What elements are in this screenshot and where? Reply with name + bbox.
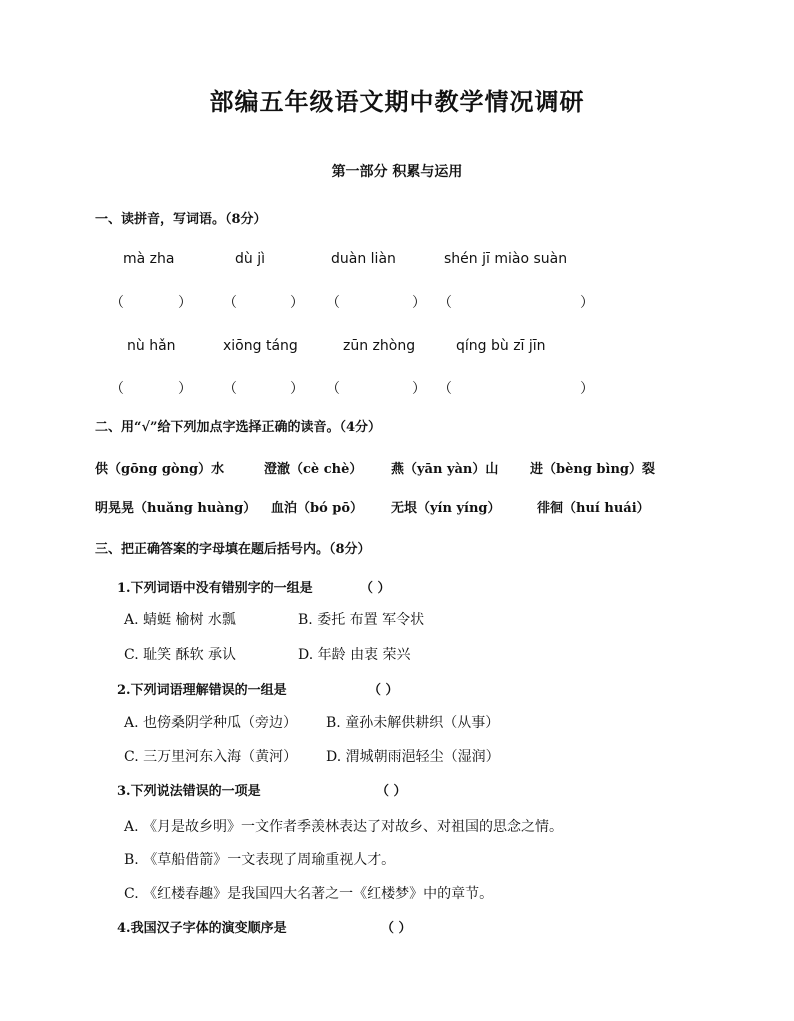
answer-paren-open: （ xyxy=(223,295,237,311)
pronunciation-item: 燕（yān yàn）山 xyxy=(391,462,499,477)
section2-heading: 二、用“√”给下列加点字选择正确的读音。（4分） xyxy=(95,420,382,435)
option-b: B. 童孙未解供耕织（从事） xyxy=(326,715,500,731)
pinyin-item: mà zha xyxy=(123,251,175,267)
option-a: A. 也傍桑阴学种瓜（旁边） xyxy=(124,715,298,731)
option-a: A. 蜻蜓 榆树 水瓢 xyxy=(124,612,236,628)
pinyin-item: duàn liàn xyxy=(331,251,396,267)
pronunciation-item: 供（gōng gòng）水 xyxy=(95,462,225,477)
answer-paren-open: （ xyxy=(326,295,340,311)
part-heading: 第一部分 积累与运用 xyxy=(331,164,463,180)
answer-paren-close: ） xyxy=(178,295,192,311)
option-b: B. 《草船借箭》一文表现了周瑜重视人才。 xyxy=(124,852,396,868)
pinyin-item: qíng bù zī jīn xyxy=(456,338,546,354)
pinyin-item: xiōng táng xyxy=(223,338,298,354)
pronunciation-item: 进（bèng bìng）裂 xyxy=(530,462,655,477)
option-c: C. 耻笑 酥软 承认 xyxy=(124,647,237,663)
pronunciation-item: 无垠（yín yíng） xyxy=(391,501,501,516)
answer-paren: （ ） xyxy=(381,921,412,936)
option-c: C. 《红楼春趣》是我国四大名著之一《红楼梦》中的章节。 xyxy=(124,886,494,902)
pronunciation-item: 血泊（bó pō） xyxy=(271,501,364,516)
answer-paren-open: （ xyxy=(438,295,452,311)
question-3: 3.下列说法错误的一项是 xyxy=(117,784,261,799)
answer-paren-close: ） xyxy=(412,295,426,311)
answer-paren: （ ） xyxy=(368,683,399,698)
pinyin-item: shén jī miào suàn xyxy=(444,251,568,267)
question-4: 4.我国汉子字体的演变顺序是 xyxy=(117,921,287,936)
answer-paren-open: （ xyxy=(223,381,237,397)
answer-paren-open: （ xyxy=(110,381,124,397)
option-d: D. 渭城朝雨浥轻尘（湿润） xyxy=(326,749,500,765)
question-1: 1.下列词语中没有错别字的一组是 xyxy=(117,581,313,596)
pronunciation-item: 明晃晃（huǎng huàng） xyxy=(95,501,257,516)
pronunciation-item: 徘徊（huí huái） xyxy=(537,501,650,516)
answer-paren-open: （ xyxy=(438,381,452,397)
answer-paren-open: （ xyxy=(110,295,124,311)
option-c: C. 三万里河东入海（黄河） xyxy=(124,749,298,765)
option-a: A. 《月是故乡明》一文作者季羡林表达了对故乡、对祖国的思念之情。 xyxy=(124,819,564,835)
page-title: 部编五年级语文期中教学情况调研 xyxy=(209,87,585,116)
pinyin-item: zūn zhòng xyxy=(343,338,416,354)
answer-paren-close: ） xyxy=(290,381,304,397)
answer-paren: （ ） xyxy=(360,581,391,596)
answer-paren-open: （ xyxy=(326,381,340,397)
section3-heading: 三、把正确答案的字母填在题后括号内。（8分） xyxy=(95,542,371,557)
answer-paren-close: ） xyxy=(580,295,594,311)
answer-paren-close: ） xyxy=(290,295,304,311)
pronunciation-item: 澄澈（cè chè） xyxy=(264,462,363,477)
answer-paren-close: ） xyxy=(412,381,426,397)
pinyin-item: nù hǎn xyxy=(127,338,176,354)
question-2: 2.下列词语理解错误的一组是 xyxy=(117,683,287,698)
answer-paren-close: ） xyxy=(580,381,594,397)
section1-heading: 一、读拼音，写词语。（8分） xyxy=(95,212,267,227)
answer-paren-close: ） xyxy=(178,381,192,397)
pinyin-item: dù jì xyxy=(235,251,265,267)
option-b: B. 委托 布置 军令状 xyxy=(298,612,425,628)
option-d: D. 年龄 由衷 荣兴 xyxy=(298,647,411,663)
answer-paren: （ ） xyxy=(376,784,407,799)
